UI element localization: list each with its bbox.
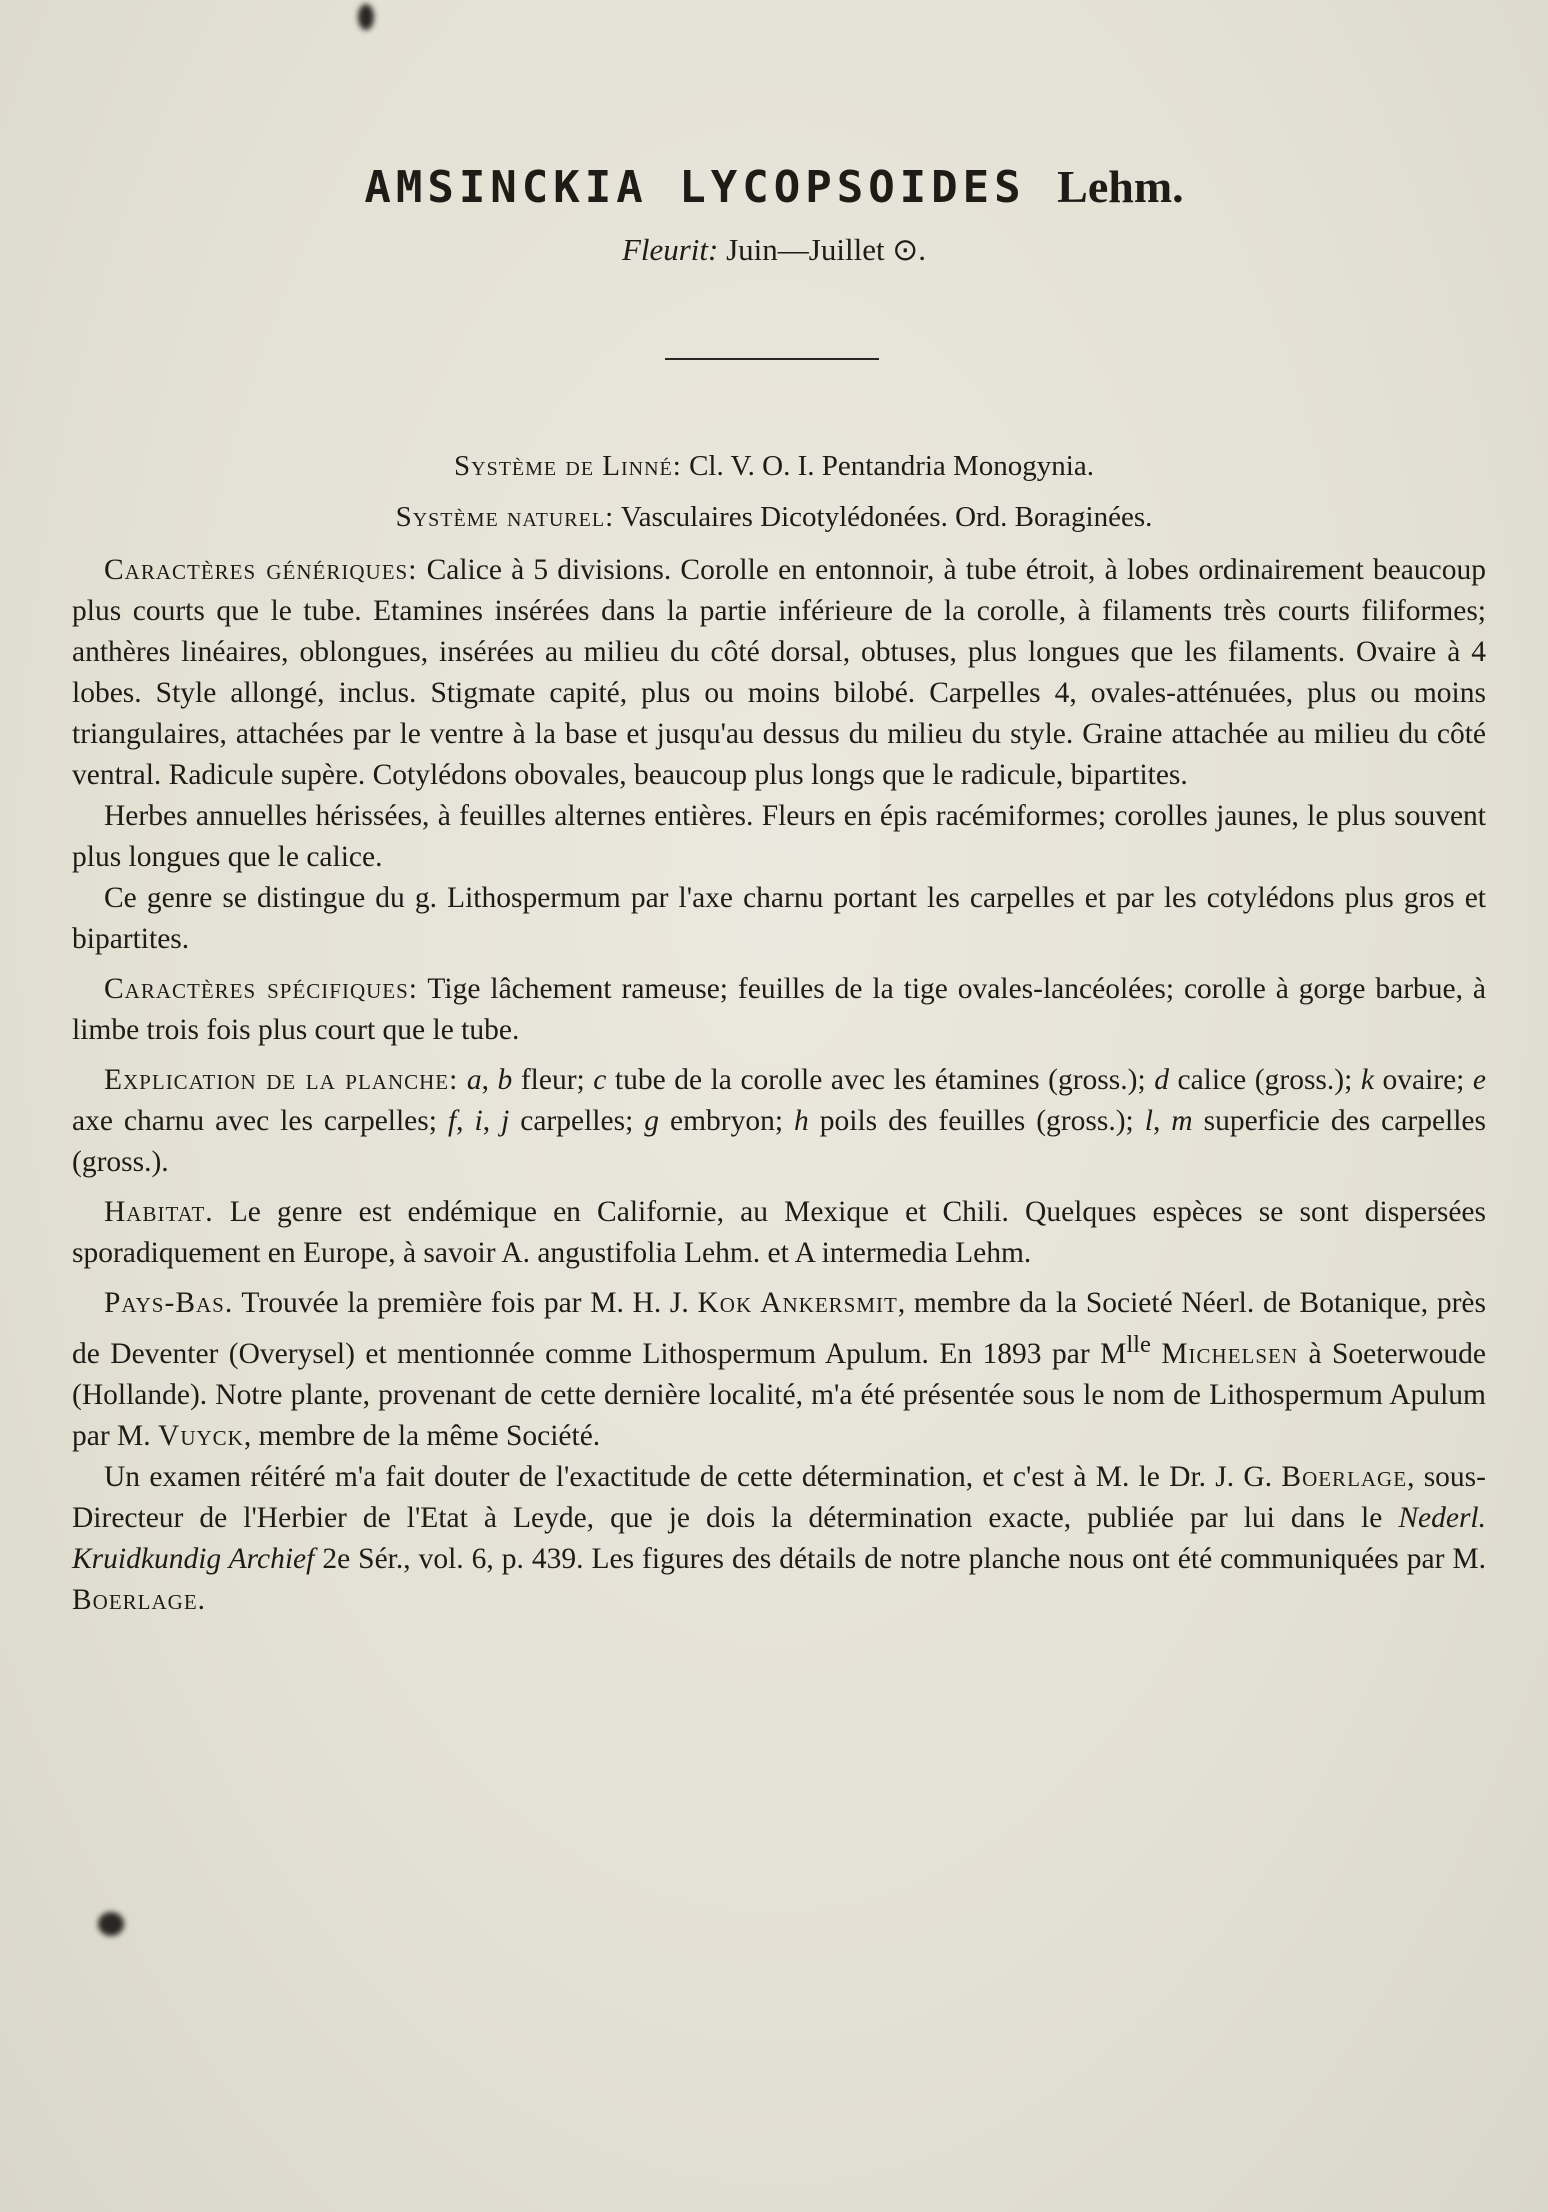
- specific-text: Tige lâchement rameuse; feuilles de la tige ovales-lancéolées; corolle à gorge barbue, à limbe trois fois plus court que le tube.: [72, 973, 1487, 1046]
- netherlands-text: , membre de la même Société.: [243, 1419, 601, 1452]
- naturel-label: Système naturel:: [395, 501, 615, 533]
- person-name: Boerlage: [1281, 1460, 1408, 1493]
- examination-paragraph: [72, 1457, 1486, 1621]
- journal-title: Nederl. Kruidkundig Archief: [72, 1501, 1486, 1575]
- person-name: Kok Ankersmit: [697, 1287, 898, 1319]
- plate-text: poils des feuilles (gross.);: [808, 1105, 1145, 1137]
- figure-letter: b: [497, 1064, 513, 1096]
- plate-explanation: Explication de la planche: a, b fleur; c tube de la corolle avec les étamines (gross.); d calice (gross.); k ovaire; e axe charnu avec les carpelles; f, i, j carpelles; g embryon; h poils des feuilles (gross.); l, m superficie des carpelles (gross.).: [72, 1064, 1487, 1178]
- flowering-text: Juin—Juillet ⊙.: [726, 232, 927, 267]
- plate-text: calice (gross.);: [1168, 1064, 1361, 1096]
- page-title: [0, 160, 1548, 213]
- figure-letter: l: [1144, 1105, 1153, 1137]
- plate-text: embryon;: [659, 1105, 795, 1137]
- plate-text: tube de la corolle avec les étamines (gross.);: [606, 1064, 1155, 1096]
- figure-letter: d: [1154, 1064, 1169, 1096]
- netherlands-label: Pays-Bas.: [104, 1287, 234, 1319]
- netherlands-text: , membre da la Societé Néerl. de Botanique, près de Deventer (Overysel) et mentionnée comme Lithospermum Apulum. En 1893 par M: [72, 1287, 1487, 1370]
- person-name: Boerlage: [72, 1583, 198, 1616]
- plate-text: ovaire;: [1373, 1064, 1473, 1096]
- linne-system: [0, 450, 1548, 483]
- plate-text: fleur;: [512, 1064, 594, 1096]
- divider: [665, 358, 879, 360]
- figure-letter: k: [1360, 1064, 1374, 1096]
- figure-letter: g: [644, 1105, 659, 1137]
- figure-letter: i: [474, 1105, 483, 1137]
- specific-label: Caractères spécifiques:: [104, 973, 419, 1005]
- figure-letter: h: [794, 1105, 809, 1137]
- examination-text: , sous-Directeur de l'Herbier de l'Etat à Leyde, que je dois la détermination exacte, publiée par lui dans le: [72, 1460, 1486, 1534]
- person-name: Michelsen: [1161, 1337, 1299, 1370]
- linne-text: Cl. V. O. I. Pentandria Monogynia.: [689, 450, 1094, 482]
- plate-text: axe charnu avec les carpelles;: [72, 1105, 448, 1137]
- herbs-paragraph: Herbes annuelles hérissées, à feuilles alternes entières. Fleurs en épis racémiformes; corolles jaunes, le plus souvent plus longues que le calice.: [72, 800, 1486, 873]
- figure-letter: j: [501, 1105, 510, 1137]
- netherlands-text: Trouvée la première fois par M. H. J.: [241, 1287, 698, 1319]
- plate-text: carpelles;: [509, 1105, 645, 1137]
- figure-letter: c: [593, 1064, 607, 1096]
- examination-text: Un examen réitéré m'a fait douter de l'exactitude de cette détermination, et c'est à M. le Dr. J. G.: [104, 1460, 1282, 1493]
- netherlands-text: à Soeterwoude (Hollande). Notre plante, provenant de cette dernière localité, m'a été présentée sous le nom de Lithospermum Apulum par M.: [72, 1337, 1487, 1452]
- habitat-paragraph: [72, 1192, 1486, 1274]
- figure-letter: f: [447, 1105, 457, 1137]
- title-superscript: lle: [1126, 1331, 1151, 1358]
- flowering-label: Fleurit:: [621, 232, 719, 267]
- netherlands-paragraph: [72, 1283, 1486, 1457]
- species-name: AMSINCKIA LYCOPSOIDES: [364, 162, 1026, 213]
- generic-characters: [72, 550, 1486, 796]
- figure-letter: a: [466, 1064, 482, 1096]
- figure-letter: e: [1472, 1064, 1487, 1096]
- generic-label: Caractères génériques:: [104, 554, 418, 586]
- natural-system: [0, 501, 1548, 534]
- species-author: Lehm.: [1057, 161, 1184, 212]
- habitat-label: Habitat.: [104, 1196, 214, 1228]
- description-body: [72, 550, 1486, 1630]
- figure-letter: m: [1171, 1105, 1193, 1137]
- specific-characters: [72, 969, 1486, 1051]
- ink-spot: [98, 1912, 124, 1936]
- person-name: Vuyck: [158, 1419, 244, 1452]
- examination-text: .: [197, 1583, 206, 1616]
- plate-label: Explication de la planche:: [104, 1064, 459, 1096]
- habitat-text: Le genre est endémique en Californie, au Mexique et Chili. Quelques espèces se sont dispersées sporadiquement en Europe, à savoir A. angustifolia Lehm. et A intermedia Lehm.: [72, 1196, 1486, 1269]
- ink-spot: [358, 4, 374, 30]
- naturel-text: Vasculaires Dicotylédonées. Ord. Boraginées.: [620, 501, 1153, 533]
- flowering-period: [0, 232, 1548, 268]
- plate-text: superficie des carpelles (gross.).: [72, 1105, 1487, 1178]
- generic-text: Calice à 5 divisions. Corolle en entonnoir, à tube étroit, à lobes ordinairement beaucoup plus courts que le tube. Etamines insérées dans la partie inférieure de la corolle, à filaments très courts filiformes; anthères linéaires, oblongues, insérées au milieu du côté dorsal, obtuses, plus longues que les filaments. Ovaire à 4 lobes. Style allongé, inclus. Stigmate capité, plus ou moins bilobé. Carpelles 4, ovales-atténuées, plus ou moins triangulaires, attachées par le ventre à la base et jusqu'au dessus du milieu du style. Graine attachée au milieu du côté ventral. Radicule supère. Cotylédons obovales, beaucoup plus longs que le radicule, bipartites.: [72, 554, 1486, 791]
- examination-text: 2e Sér., vol. 6, p. 439. Les figures des détails de notre planche nous ont été communiquées par M.: [314, 1542, 1487, 1575]
- linne-label: Système de Linné:: [454, 450, 682, 482]
- genus-paragraph: Ce genre se distingue du g. Lithospermum par l'axe charnu portant les carpelles et par les cotylédons plus gros et bipartites.: [72, 882, 1486, 955]
